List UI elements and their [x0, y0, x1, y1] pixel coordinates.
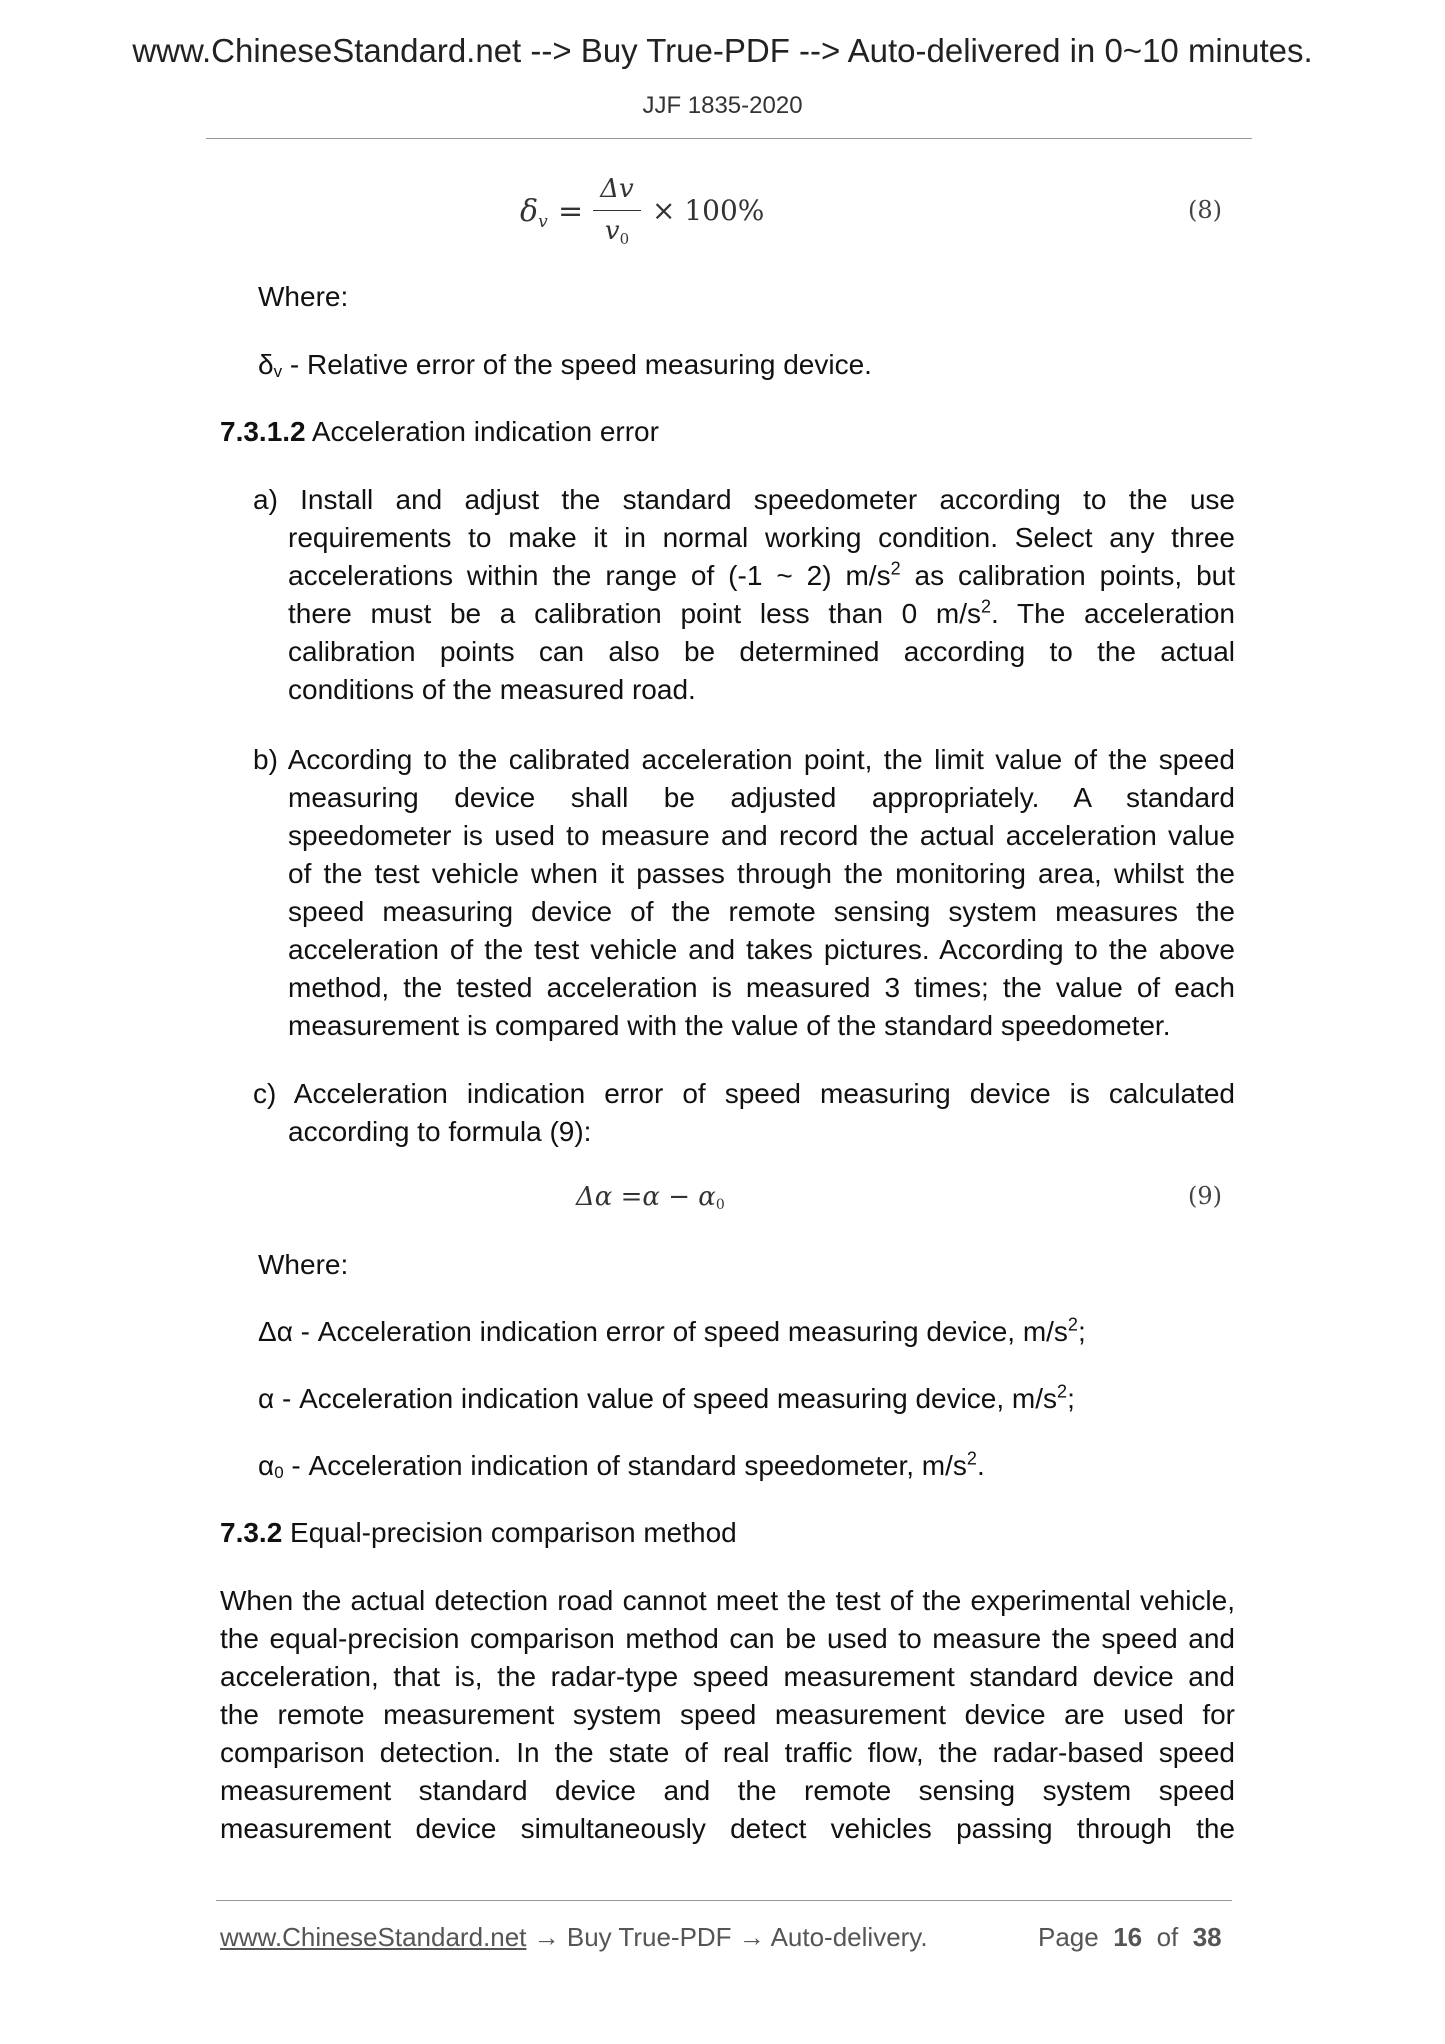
page-indicator: Page 16 of 38 [1038, 1922, 1222, 1952]
formula-8-number: (8) [1188, 196, 1222, 224]
formula-9 [576, 1182, 725, 1213]
top-banner[interactable]: www.ChineseStandard.net --> Buy True-PDF --> Auto-delivered in 0~10 minutes. [132, 32, 1313, 69]
list-item-b: b) According to the calibrated acceleration point, the limit value of the speed measuring device shall be adjusted appropriately. A standard speedometer is used to measure and record the actual acceleration value of the test vehicle when it passes through the monitoring area, whilst the speed measuring device of the remote sensing system measures the acceleration of the test vehicle and takes pictures. According to the above method, the tested acceleration is measured 3 times; the value of each measurement is compared with the value of the standard speedometer. [253, 744, 1235, 1041]
page-total: 38 [1192, 1922, 1222, 1952]
formula-9-minus: − [668, 1182, 691, 1212]
definition-delta-v: δv - Relative error of the speed measuring device. [258, 349, 872, 381]
document-code: JJF 1835-2020 [642, 92, 803, 119]
header-divider [206, 138, 1252, 139]
formula-8-numerator: Δv [600, 174, 634, 204]
definition-alpha-0: α0 - Acceleration indication of standard speedometer, $m/s^2$. [258, 1448, 985, 1482]
list-item-a: a) Install and adjust the standard speedometer according to the use requirements to make it in normal working condition. Select any three accelerations within the range of (-1 ~ 2) $m/s^2$ as calibration points, but there must be a calibration point less than 0 $m/s^2$. The acceleration calibration points can also be determined according to the actual conditions of the measured road. [253, 484, 1235, 705]
formula-8-equals: = [558, 194, 584, 229]
formula-8-fraction-bar [593, 210, 641, 211]
footer-divider [216, 1900, 1232, 1901]
formula-9-alpha: α [642, 1182, 660, 1212]
paragraph-7-3-2: When the actual detection road cannot meet the test of the experimental vehicle, the equal-precision comparison method can be used to measure the speed and acceleration, that is, the radar-type speed measurement standard device and the remote measurement system speed measurement device are used for comparison detection. In the state of real traffic flow, the radar-based speed measurement standard device and the remote sensing system speed measurement device simultaneously detect vehicles passing through the [220, 1585, 1235, 1844]
formula-9-equals: = [620, 1182, 643, 1212]
formula-9-alpha-0: α0 [698, 1182, 725, 1213]
section-heading-7-3-1-2: 7.3.1.2 Acceleration indication error [220, 416, 659, 447]
formula-9-lhs: Δα [576, 1182, 613, 1212]
definition-delta-alpha: Δα - Acceleration indication error of speed measuring device, $m/s^2$; [258, 1314, 1086, 1347]
footer-link[interactable]: www.ChineseStandard.net [220, 1922, 527, 1952]
formula-8-times-100: × 100% [652, 194, 765, 227]
formula-8-denominator: v0 [604, 216, 630, 248]
page-number: 16 [1113, 1922, 1143, 1952]
where-label: Where: [258, 281, 349, 312]
footer-text: www.ChineseStandard.net → Buy True-PDF → Auto-delivery. [220, 1922, 928, 1952]
formula-8-lhs: $\delta_v$ [520, 194, 548, 232]
section-heading-7-3-2: 7.3.2 Equal-precision comparison method [220, 1517, 737, 1548]
list-item-c: c) Acceleration indication error of speed measuring device is calculated according to formula (9): [253, 1078, 1235, 1147]
formula-8 [520, 174, 780, 252]
where-label-2: Where: [258, 1249, 349, 1280]
definition-alpha: α - Acceleration indication value of speed measuring device, $m/s^2$; [258, 1381, 1075, 1414]
formula-9-number: (9) [1188, 1182, 1222, 1210]
